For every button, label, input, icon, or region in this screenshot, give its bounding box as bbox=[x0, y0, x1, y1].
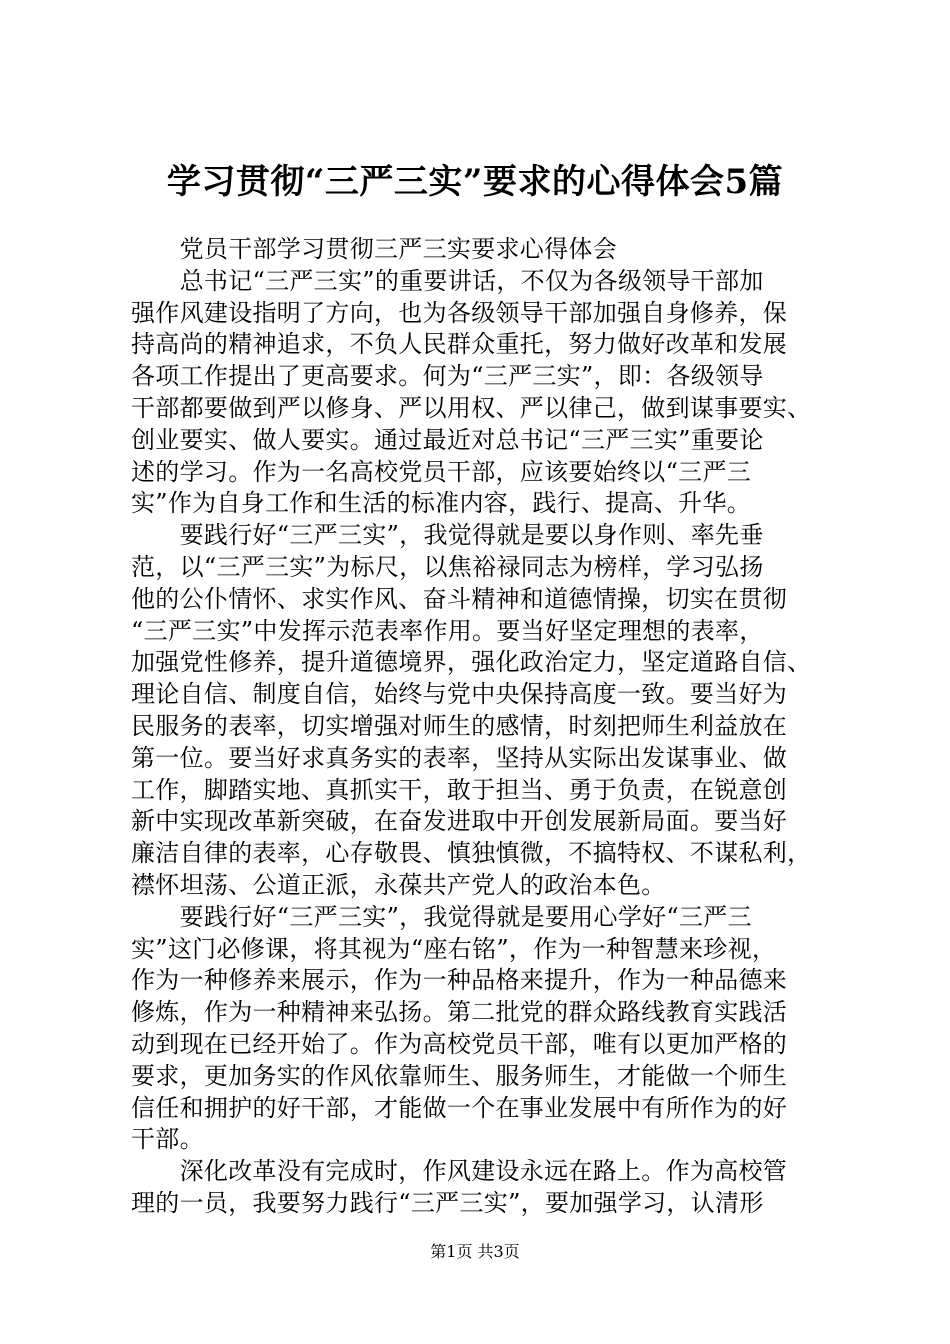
body-line: 持高尚的精神追求，不负人民群众重托，努力做好改革和发展 bbox=[131, 330, 788, 359]
body-line: 创业要实、做人要实。通过最近对总书记“三严三实”重要论 bbox=[131, 425, 764, 454]
body-line: 理的一员，我要努力践行“三严三实”，要加强学习，认清形 bbox=[131, 1188, 764, 1217]
body-line: 各项工作提出了更高要求。何为“三严三实”，即：各级领导 bbox=[131, 362, 764, 391]
body-line: 民服务的表率，切实增强对师生的感情，时刻把师生利益放在 bbox=[131, 711, 788, 740]
body-line: 实”这门必修课，将其视为“座右铭”，作为一种智慧来珍视， bbox=[131, 934, 777, 963]
body-line: 第一位。要当好求真务实的表率，坚持从实际出发谋事业、做 bbox=[131, 743, 788, 772]
body-line: 襟怀坦荡、公道正派，永葆共产党人的政治本色。 bbox=[131, 870, 666, 899]
body-line: 信任和拥护的好干部，才能做一个在事业发展中有所作为的好 bbox=[131, 1093, 788, 1122]
body-line: 工作，脚踏实地、真抓实干，敢于担当、勇于负责，在锐意创 bbox=[131, 775, 788, 804]
body-line: 理论自信、制度自信，始终与党中央保持高度一致。要当好为 bbox=[131, 680, 788, 709]
body-line: 实”作为自身工作和生活的标准内容，践行、提高、升华。 bbox=[131, 489, 752, 518]
body-line: 作为一种修养来展示，作为一种品格来提升，作为一种品德来 bbox=[131, 966, 788, 995]
body-line: 加强党性修养，提升道德境界，强化政治定力，坚定道路自信、 bbox=[131, 648, 812, 677]
body-line: 党员干部学习贯彻三严三实要求心得体会 bbox=[131, 235, 617, 263]
body-line: 要求，更加务实的作风依靠师生、服务师生，才能做一个师生 bbox=[131, 1061, 788, 1090]
body-line: “三严三实”中发挥示范表率作用。要当好坚定理想的表率， bbox=[131, 616, 764, 645]
body-line: 要践行好“三严三实”，我觉得就是要以身作则、率先垂 bbox=[131, 521, 764, 550]
page-footer: 第1页 共3页 bbox=[430, 1242, 520, 1261]
body-line: 动到现在已经开始了。作为高校党员干部，唯有以更加严格的 bbox=[131, 1029, 788, 1058]
body-line: 干部都要做到严以修身、严以用权、严以律己，做到谋事要实、 bbox=[131, 393, 812, 422]
body-line: 廉洁自律的表率，心存敬畏、慎独慎微，不搞特权、不谋私利， bbox=[131, 839, 812, 868]
body-line: 总书记“三严三实”的重要讲话，不仅为各级领导干部加 bbox=[131, 266, 764, 295]
body-line: 新中实现改革新突破，在奋发进取中开创发展新局面。要当好 bbox=[131, 807, 788, 836]
body-line: 强作风建设指明了方向，也为各级领导干部加强自身修养，保 bbox=[131, 298, 788, 327]
body-line: 述的学习。作为一名高校党员干部，应该要始终以“三严三 bbox=[131, 457, 752, 486]
body-line: 范，以“三严三实”为标尺，以焦裕禄同志为榜样，学习弘扬 bbox=[131, 552, 764, 581]
body-line: 他的公仆情怀、求实作风、奋斗精神和道德情操，切实在贯彻 bbox=[131, 584, 788, 613]
body-line: 要践行好“三严三实”，我觉得就是要用心学好“三严三 bbox=[131, 902, 752, 931]
document-body bbox=[131, 234, 831, 1220]
body-line: 干部。 bbox=[131, 1125, 204, 1154]
document-title: 学习贯彻“三严三实”要求的心得体会5篇 bbox=[166, 162, 784, 202]
body-line: 修炼，作为一种精神来弘扬。第二批党的群众路线教育实践活 bbox=[131, 998, 788, 1027]
body-line: 深化改革没有完成时，作风建设永远在路上。作为高校管 bbox=[131, 1157, 788, 1186]
